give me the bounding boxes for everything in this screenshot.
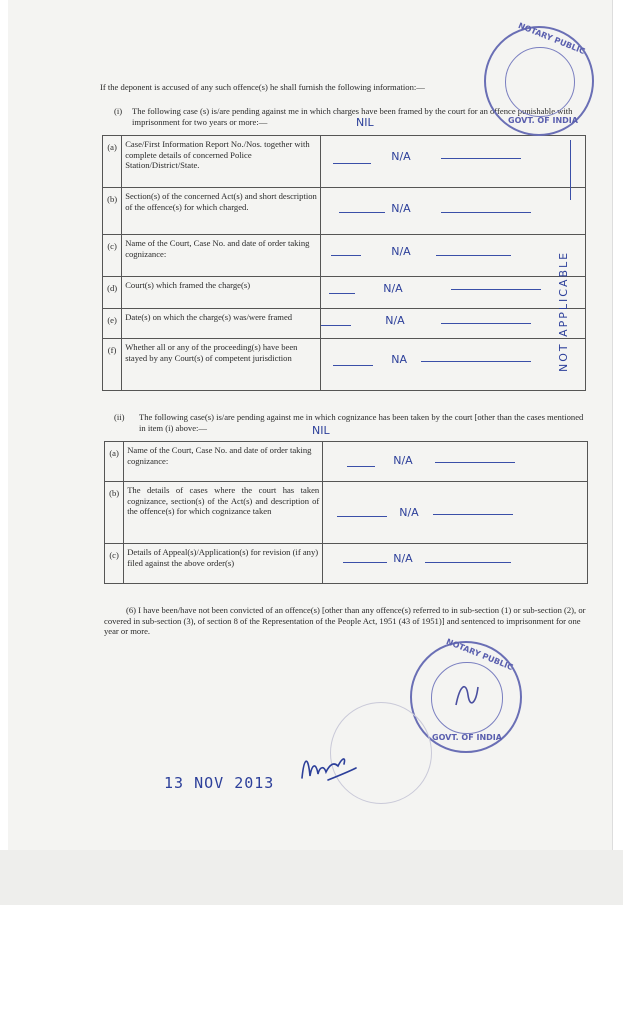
row-answer: NA	[391, 353, 407, 366]
row-answer-cell	[321, 339, 586, 391]
row-description: Date(s) on which the charge(s) was/were framed	[122, 309, 321, 339]
row-answer-cell	[321, 277, 586, 309]
section-i-table	[102, 135, 586, 391]
row-description: Section(s) of the concerned Act(s) and short description of the offence(s) for which charged.	[122, 188, 321, 235]
date-stamp: 13 NOV 2013	[164, 774, 275, 792]
scan-margin	[0, 850, 623, 905]
row-answer-cell	[323, 442, 588, 482]
section-i-number: (i)	[114, 106, 123, 116]
row-answer: N/A	[393, 552, 413, 565]
section-6-text: (6) I have been/have not been convicted of an offence(s) [other than any offence(s) referred to in sub-section (1) or sub-section (2), or covered in sub-section (3), of section 8 of the Representation of the People Act, 1951 (43 of 1951)] and sentenced to imprisonment for one year or more.	[104, 605, 586, 636]
row-label: (a)	[103, 136, 122, 188]
row-answer-cell	[323, 544, 588, 584]
stamp-bottom-text: GOVT. OF INDIA	[432, 733, 502, 742]
row-label: (b)	[103, 188, 122, 235]
row-answer-cell	[323, 482, 588, 544]
row-label: (a)	[105, 442, 124, 482]
row-description: Name of the Court, Case No. and date of order taking cognizance:	[124, 442, 323, 482]
row-answer: N/A	[399, 506, 419, 519]
row-answer-cell	[321, 235, 586, 277]
row-answer: N/A	[383, 282, 403, 295]
row-label: (f)	[103, 339, 122, 391]
stamp-signature-icon	[450, 675, 484, 715]
row-answer-cell	[321, 309, 586, 339]
row-description: Whether all or any of the proceeding(s) have been stayed by any Court(s) of competent jurisdiction	[122, 339, 321, 391]
row-description: Name of the Court, Case No. and date of order taking cognizance:	[122, 235, 321, 277]
table-row	[103, 136, 586, 188]
row-label: (d)	[103, 277, 122, 309]
table-row	[105, 442, 588, 482]
section-ii-number: (ii)	[114, 412, 125, 422]
table-row	[103, 277, 586, 309]
table-row	[105, 482, 588, 544]
notary-stamp-top	[484, 20, 594, 136]
row-answer: N/A	[391, 150, 411, 163]
section-ii-handwritten: NIL	[312, 424, 330, 437]
section-i-handwritten: NIL	[356, 116, 374, 129]
row-answer: N/A	[385, 314, 405, 327]
row-answer: N/A	[391, 245, 411, 258]
table-row	[103, 188, 586, 235]
stamp-top-text: NOTARY PUBLIC	[444, 636, 515, 673]
row-description: The details of cases where the court has taken cognizance, section(s) of the Act(s) and description of the offence(s) for which cognizance taken	[124, 482, 323, 544]
row-label: (b)	[105, 482, 124, 544]
row-label: (e)	[103, 309, 122, 339]
row-answer-cell	[321, 136, 586, 188]
row-answer: N/A	[391, 202, 411, 215]
table-row	[103, 339, 586, 391]
intro-text: If the deponent is accused of any such offence(s) he shall furnish the following information:—	[100, 82, 425, 92]
row-answer: N/A	[393, 454, 413, 467]
row-description: Case/First Information Report No./Nos. together with complete details of concerned Police Station/District/State.	[122, 136, 321, 188]
table-row	[103, 235, 586, 277]
stamp-top-text: NOTARY PUBLIC	[516, 20, 587, 57]
section-ii-table	[104, 441, 588, 584]
row-label: (c)	[105, 544, 124, 584]
section-i-text: The following case (s) is/are pending against me in which charges have been framed by the court for an offence punishable with imprisonment for two years or more:—	[132, 106, 573, 127]
table-row	[103, 309, 586, 339]
section-ii-text: The following case(s) is/are pending against me in which cognizance has been taken by the court [other than the cases mentioned in item (i) above:—	[139, 412, 584, 433]
row-description: Details of Appeal(s)/Application(s) for revision (if any) filed against the above order(s)	[124, 544, 323, 584]
table-row	[105, 544, 588, 584]
side-note-not-applicable: NOT APPLICABLE	[557, 250, 570, 372]
row-answer-cell	[321, 188, 586, 235]
row-description: Court(s) which framed the charge(s)	[122, 277, 321, 309]
signature-icon	[298, 748, 358, 788]
stamp-bottom-text: GOVT. OF INDIA	[508, 116, 578, 125]
row-label: (c)	[103, 235, 122, 277]
